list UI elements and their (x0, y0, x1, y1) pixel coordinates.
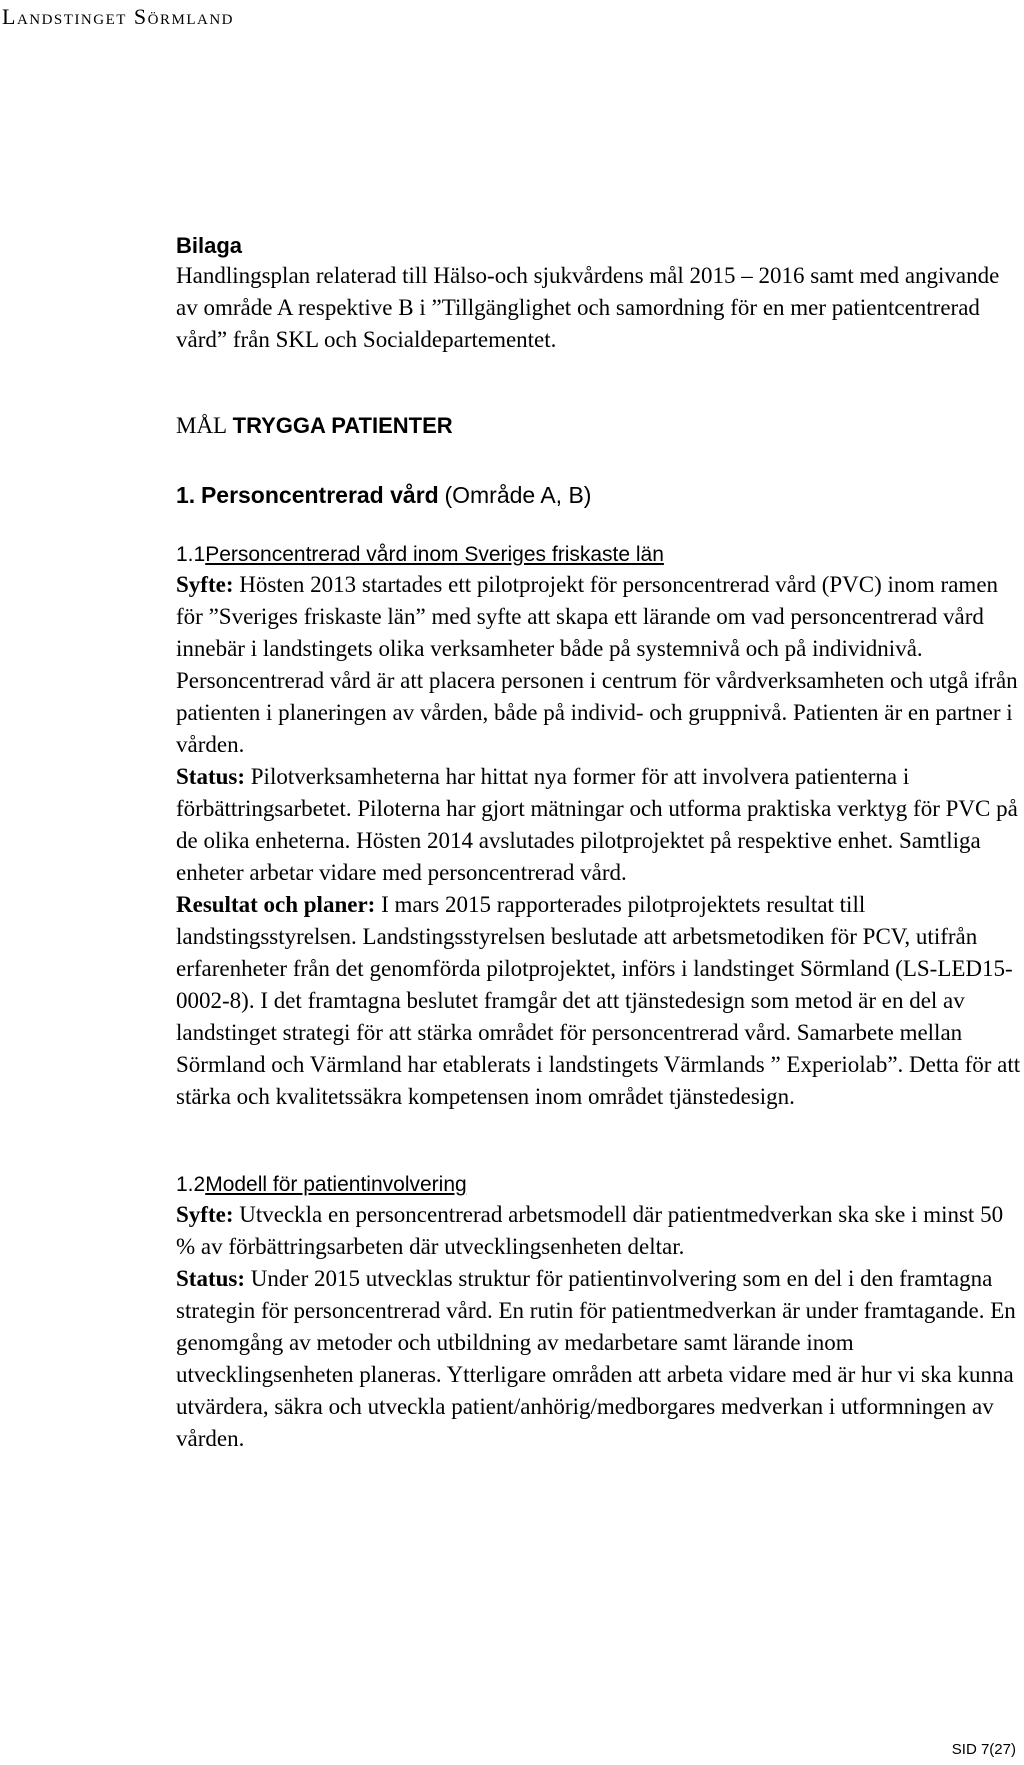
intro-paragraph: Handlingsplan relaterad till Hälso-och sjukvårdens mål 2015 – 2016 samt med angivande av område A respektive B i ”Tillgänglighet och samordning för en mer patientcentrerad vård” från SKL och Socialdepartementet. (176, 263, 1000, 352)
document-content (176, 232, 1024, 1455)
syfte-paragraph (176, 1199, 1024, 1263)
document-title: Bilaga (176, 233, 243, 258)
section-title: Personcentrerad vård (200, 482, 439, 508)
subsection-heading (176, 541, 1024, 569)
resultat-paragraph (176, 889, 1024, 1113)
goal-heading (176, 412, 1024, 440)
section-number: 1. (176, 482, 196, 508)
description-paragraph: Personcentrerad vård är att placera personen i centrum för vårdverksamheten och utgå ifrån patienten i planeringen av vården, både på individ- och gruppnivå. Patienten är en partner i vården. (176, 668, 1018, 757)
syfte-text: Utveckla en personcentrerad arbetsmodell där patientmedverkan ska ske i minst 50 % av förbättringsarbeten där utvecklingsenheten deltar. (176, 1202, 1004, 1259)
status-label: Status: (176, 764, 246, 789)
status-paragraph (176, 1263, 1024, 1455)
section-area: (Område A, B) (444, 482, 592, 508)
syfte-label: Syfte: (176, 572, 234, 597)
syfte-paragraph (176, 569, 1024, 665)
goal-prefix: MÅL (176, 413, 228, 438)
status-text: Pilotverksamheterna har hittat nya former för att involvera patienterna i förbättringsarbetet. Piloterna har gjort mätningar och utforma praktiska verktyg för PVC på de olika enheterna. Hösten 2014 avslutades pilotprojektet på respektive enhet. Samtliga enheter arbetar vidare med personcentrerad vård. (176, 764, 1018, 885)
section-heading (176, 480, 1024, 511)
resultat-text: I mars 2015 rapporterades pilotprojektets resultat till landstingsstyrelsen. Landstingsstyrelsen beslutade att arbetsmetodiken för PCV, utifrån erfarenheter från det genomförda pilotprojektet, införs i landstinget Sörmland (LS-LED15-0002-8). I det framtagna beslutet framgår det att tjänstedesign som metod är en del av landstinget strategi för att stärka området för personcentrerad vård. Samarbete mellan Sörmland och Värmland har etablerats i landstingets Värmlands ” Experiolab”. Detta för att stärka och kvalitetssäkra kompetensen inom området tjänstedesign. (176, 892, 1021, 1109)
subsection-title: Modell för patientinvolvering (205, 1173, 467, 1196)
resultat-label: Resultat och planer: (176, 892, 376, 917)
organization-letterhead: Landstinget Sörmland (2, 4, 234, 29)
status-paragraph (176, 761, 1024, 889)
status-label: Status: (176, 1266, 246, 1291)
goal-title: TRYGGA PATIENTER (232, 413, 453, 438)
subsection-number: 1.1 (176, 543, 206, 566)
page-number: SID 7(27) (951, 1741, 1016, 1758)
subsection-title: Personcentrerad vård inom Sveriges friskaste län (205, 543, 664, 566)
syfte-text: Hösten 2013 startades ett pilotprojekt för personcentrerad vård (PVC) inom ramen för ”Sveriges friskaste län” med syfte att skapa ett lärande om vad personcentrerad vård innebär i landstingets olika verksamheter både på systemnivå och på individnivå. (176, 572, 999, 661)
status-text: Under 2015 utvecklas struktur för patientinvolvering som en del i den framtagna strategin för personcentrerad vård. En rutin för patientmedverkan är under framtagande. En genomgång av metoder och utbildning av medarbetare samt lärande inom utvecklingsenheten planeras. Ytterligare områden att arbeta vidare med är hur vi ska kunna utvärdera, säkra och utveckla patient/anhörig/medborgares medverkan i utformningen av vården. (176, 1266, 1016, 1451)
syfte-label: Syfte: (176, 1202, 234, 1227)
subsection-number: 1.2 (176, 1173, 206, 1196)
subsection-heading (176, 1171, 1024, 1199)
